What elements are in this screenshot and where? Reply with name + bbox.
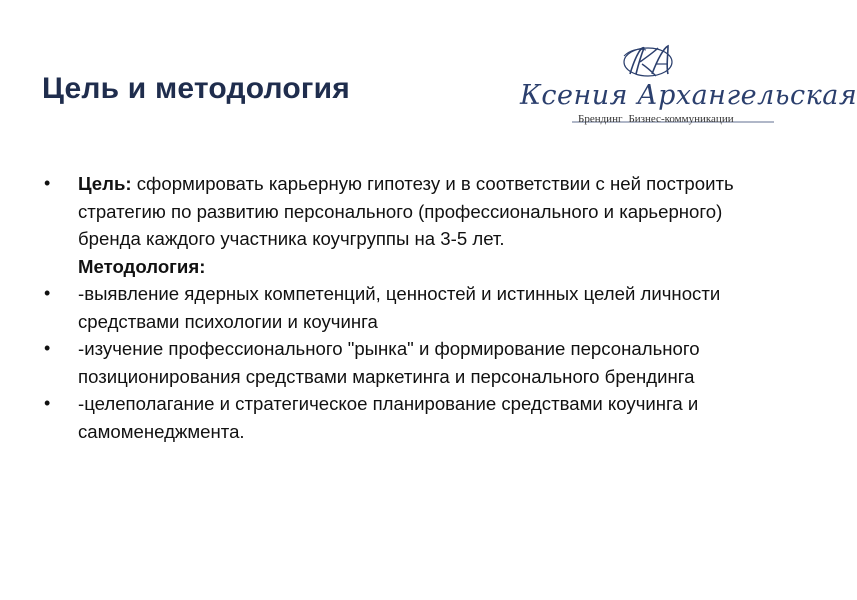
logo-name: Ксения Архангельская [520,80,857,111]
logo-tagline-business: Бизнес-коммуникации [628,113,734,125]
list-item [44,280,760,335]
logo-tagline [578,113,734,125]
list-item [44,335,760,390]
list-item-text: -целеполагание и стратегическое планирование средствами коучинга и самоменеджмента. [78,393,699,442]
logo-tagline-branding: Брендинг [578,113,623,125]
list-item [44,390,760,445]
goal-text: сформировать карьерную гипотезу и в соответствии с ней построить стратегию по развитию персонального (профессионального и карьерного) бренда каждого участника коучгруппы на 3-5 лет. [78,173,734,249]
bullet-dot-icon: • [44,283,51,303]
bullet-dot-icon: • [44,393,51,413]
goal-label: Цель: [78,173,132,194]
list-item-text: -выявление ядерных компетенций, ценностей и истинных целей личности средствами психологии и коучинга [78,283,721,332]
slide-title: Цель и методология [42,72,350,105]
bullet-list [44,170,760,445]
bullet-dot-icon: • [44,338,51,358]
methodology-label: Методология: [78,255,206,277]
list-item [44,170,760,280]
brand-logo [512,36,857,132]
bullet-dot-icon: • [44,173,51,193]
list-item-text: -изучение профессионального "рынка" и формирование персонального позиционирования средствами маркетинга и персонального брендинга [78,338,700,387]
